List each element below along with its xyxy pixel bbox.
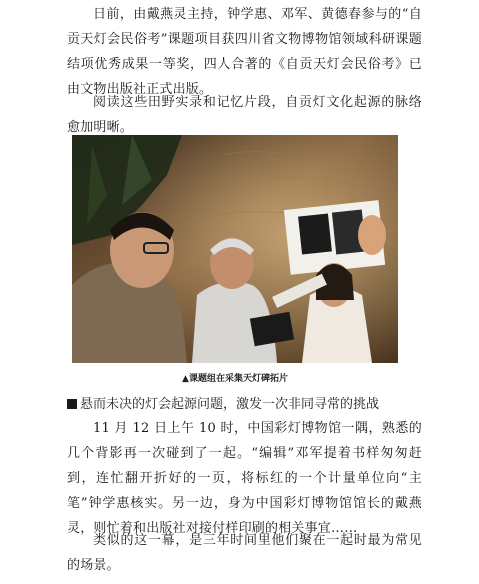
paragraph-context: 阅读这些田野实录和记忆片段，自贡灯文化起源的脉络愈加明晰。 <box>67 95 422 135</box>
paragraph-intro: 日前，由戴燕灵主持，钟学惠、邓军、黄德春参与的“自贡天灯会民俗考”课题项目获四川省文物博物馆领域科研课题结项优秀成果一等奖，四人合著的《自贡天灯会民俗考》已由文物出版社正式出版。 <box>67 7 422 97</box>
rubbing-scene-illustration <box>72 135 398 363</box>
paragraph-scene: 11 月 12 日上午 10 时，中国彩灯博物馆一隅，熟悉的几个背影再一次碰到了一起。“编辑”邓军提着书样匆匆赶到，连忙翻开折好的一页，将标红的一个计量单位向“主笔”钟学惠核实。另一边，身为中国彩灯博物馆馆长的戴燕灵，则忙着和出版社对接付样印刷的相关事宜…… <box>67 421 422 536</box>
square-bullet-icon <box>67 399 77 409</box>
photo-caption: ▲课题组在采集天灯碑拓片 <box>182 374 288 384</box>
section-heading <box>67 392 422 417</box>
paragraph-closing: 类似的这一幕，是三年时间里他们聚在一起时最为常见的场景。 <box>67 533 422 573</box>
article-photo <box>72 135 398 363</box>
section-heading-text: 悬而未决的灯会起源问题，激发一次非同寻常的挑战 <box>80 397 380 412</box>
